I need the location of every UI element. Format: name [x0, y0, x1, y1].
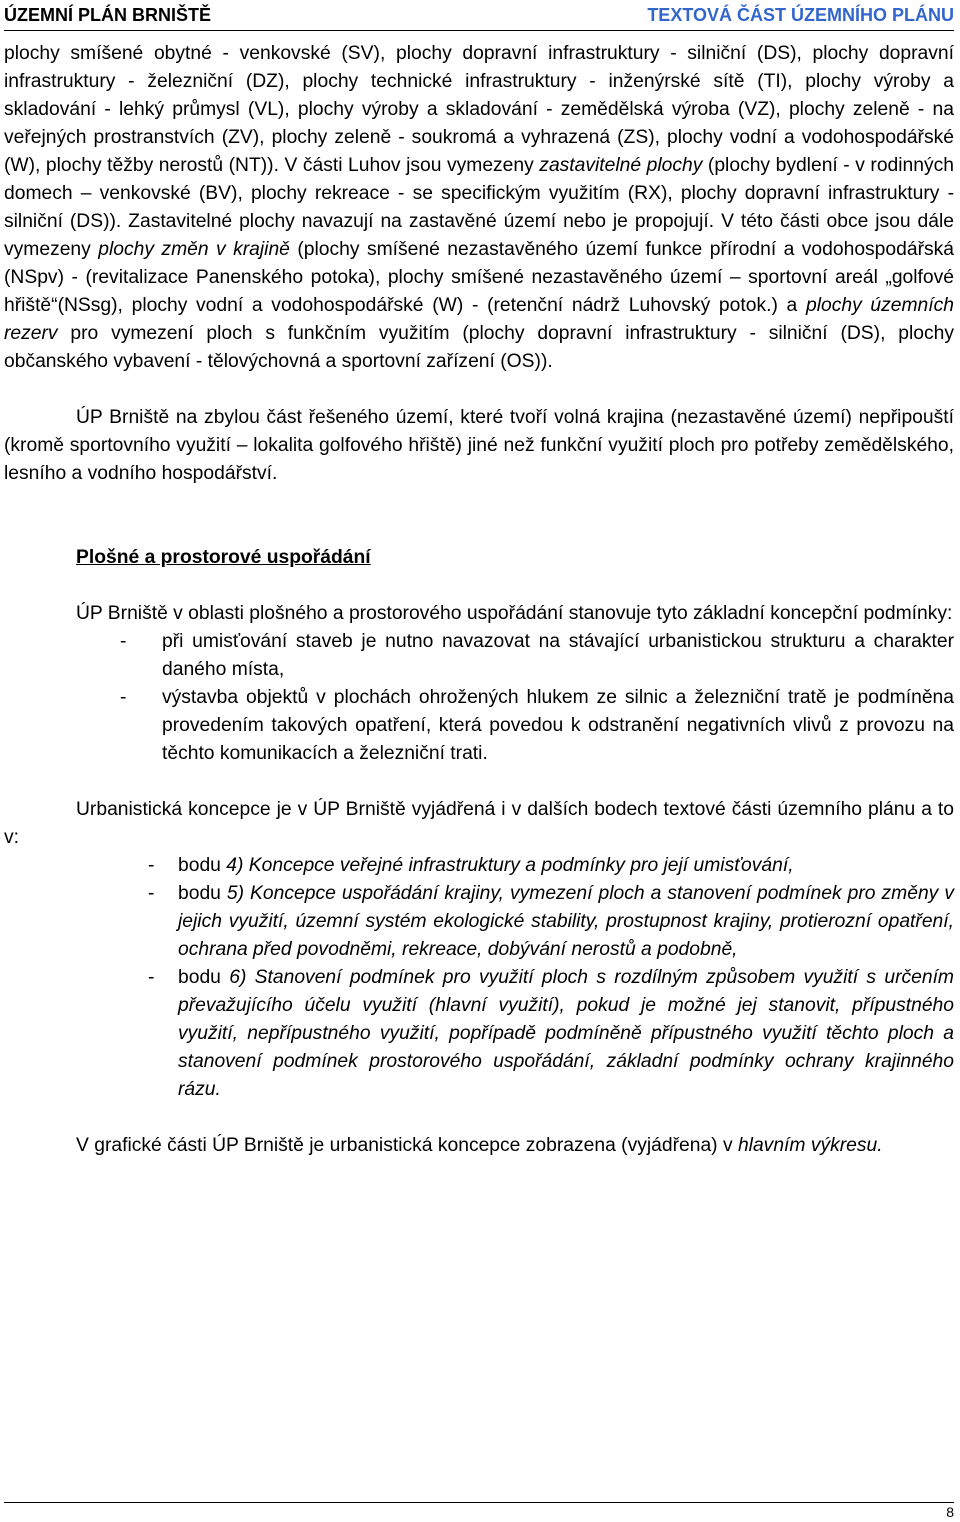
paragraph-land-use-areas	[4, 40, 954, 376]
para1-emphasis-2: plochy změn v krajině	[98, 239, 290, 260]
para1-text-3: (plochy smíšené nezastavěného území funkce přírodní a vodohospodářská (NSpv) - (revitalizace Panenského potoka), plochy smíšené nezastavěného území – sportovní areál „golfové hřiště“(NSsg), plochy vodní a vodohospodářské (W) - (retenční nádrž Luhovský potok.) a	[4, 239, 955, 316]
list-dash: -	[120, 687, 127, 708]
para1-emphasis-3: plochy územních rezerv	[4, 295, 955, 344]
list-item	[4, 852, 954, 880]
para1-text-2: (plochy bydlení - v rodinných domech – venkovské (BV), plochy rekreace - se specifickým využitím (RX), plochy dopravní infrastruktury - silniční (DS)). Zastavitelné plochy navazují na zastavěné území nebo je propojují. V této části obce jsou dále vymezeny	[4, 155, 955, 260]
para5-emphasis: hlavním výkresu.	[737, 1135, 883, 1156]
paragraph-open-landscape: ÚP Brniště na zbylou část řešeného území, které tvoří volná krajina (nezastavěné území) nepřipouští (kromě sportovního využití – lokalita golfového hřiště) jiné než funkční využití ploch pro potřeby zemědělského, lesního a vodního hospodářství.	[4, 407, 954, 484]
footer-divider	[4, 1502, 954, 1503]
paragraph-concept-intro: Urbanistická koncepce je v ÚP Brniště vyjádřená i v dalších bodech textové části územního plánu a to v:	[4, 799, 954, 848]
document-title: ÚZEMNÍ PLÁN BRNIŠTĚ	[4, 5, 211, 25]
header-divider	[4, 30, 954, 31]
page-header	[4, 4, 954, 30]
paragraph-conditions-intro: ÚP Brniště v oblasti plošného a prostorového uspořádání stanovuje tyto základní koncepční podmínky:	[76, 603, 953, 624]
list-item	[4, 964, 954, 1104]
list-item-lead: bodu	[178, 967, 230, 988]
section-heading: Plošné a prostorové uspořádání	[76, 547, 371, 568]
conditions-list	[4, 628, 954, 768]
para5-text: V grafické části ÚP Brniště je urbanistická koncepce zobrazena (vyjádřena) v	[76, 1135, 738, 1156]
document-section-title: TEXTOVÁ ČÁST ÚZEMNÍHO PLÁNU	[647, 5, 954, 25]
list-item-lead: bodu	[178, 855, 227, 876]
list-item-text: při umisťování staveb je nutno navazovat na stávající urbanistickou strukturu a charakter daného místa,	[162, 631, 954, 680]
page-number: 8	[946, 1504, 954, 1520]
list-dash: -	[120, 631, 127, 652]
list-item-emphasis: 4) Koncepce veřejné infrastruktury a podmínky pro její umisťování,	[226, 855, 794, 876]
list-item	[4, 684, 954, 768]
list-item-emphasis: 6) Stanovení podmínek pro využití ploch s rozdílným způsobem využití s určením převažujícího účelu využití (hlavní využití), pokud je možné jej stanovit, přípustného využití, nepřípustného využití, popřípadě podmíněně přípustného využití těchto ploch a stanovení podmínek prostorového uspořádání, základní podmínky ochrany krajinného rázu.	[178, 967, 954, 1100]
para1-text-4: pro vymezení ploch s funkčním využitím (plochy dopravní infrastruktury - silniční (DS), plochy občanského vybavení - tělovýchovná a sportovní zařízení (OS)).	[4, 323, 954, 372]
list-item	[4, 628, 954, 684]
list-dash: -	[148, 967, 155, 988]
para1-text-1: plochy smíšené obytné - venkovské (SV), plochy dopravní infrastruktury - silniční (DS), plochy dopravní infrastruktury - železniční (DZ), plochy technické infrastruktury - inženýrské sítě (TI), plochy výroby a skladování - lehký průmysl (VL), plochy výroby a skladování - zemědělská výroba (VZ), plochy zeleně - na veřejných prostranstvích (ZV), plochy zeleně - soukromá a vyhrazená (ZS), plochy vodní a vodohospodářské (W), plochy těžby nerostů (NT)). V části Luhov jsou vymezeny	[4, 43, 954, 176]
list-dash: -	[148, 883, 155, 904]
para1-emphasis-1: zastavitelné plochy	[539, 155, 703, 176]
paragraph-graphic-part	[4, 1132, 954, 1160]
list-item-lead: bodu	[178, 883, 227, 904]
list-item-emphasis: 5) Koncepce uspořádání krajiny, vymezení ploch a stanovení podmínek pro změny v jejich využití, územní systém ekologické stability, prostupnost krajiny, protierozní opatření, ochrana před povodněmi, rekreace, dobývání nerostů a podobně,	[178, 883, 954, 960]
list-item-text: výstavba objektů v plochách ohrožených hlukem ze silnic a železniční tratě je podmíněna provedením takových opatření, která povedou k odstranění negativních vlivů z provozu na těchto komunikacích a železniční trati.	[162, 687, 954, 764]
list-item	[4, 880, 954, 964]
concept-points-list	[4, 852, 954, 1104]
document-body	[4, 40, 954, 1160]
list-dash: -	[148, 855, 155, 876]
